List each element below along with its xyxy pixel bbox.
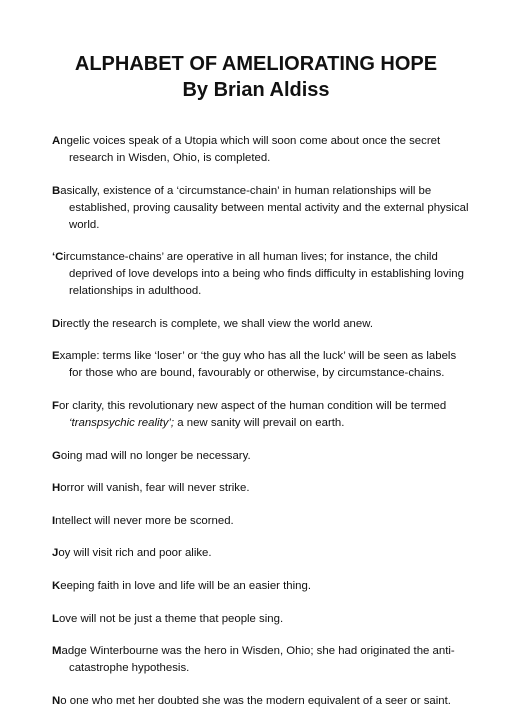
stanza-i (52, 513, 472, 530)
stanza-initial: N (52, 694, 61, 707)
stanza-h (52, 480, 472, 497)
stanza-initial: A (52, 135, 61, 147)
stanza-initial: H (52, 482, 61, 495)
stanza-italic-term: ‘transpsychic reality’; (69, 416, 175, 429)
stanza-initial: M (52, 645, 62, 658)
stanza-text: orror will vanish, fear will never strike. (60, 482, 250, 495)
stanza-text: ntellect will never more be scorned. (55, 514, 234, 527)
stanza-j (52, 545, 472, 562)
stanza-c (52, 249, 472, 300)
stanza-initial: F (52, 399, 59, 412)
stanza-initial: B (52, 184, 61, 197)
stanza-text: oy will visit rich and poor alike. (58, 547, 212, 560)
stanza-text: asically, existence of a ‘circumstance-chain’ in human relationships will be established, proving causality between mental activity and the external physical world. (60, 184, 469, 231)
stanza-initial: K (52, 579, 61, 592)
title-author: By Brian Aldiss (182, 79, 330, 101)
stanza-e (52, 348, 472, 382)
stanza-initial: I (52, 514, 56, 527)
stanza-text: irectly the research is complete, we shall view the world anew. (60, 317, 373, 330)
stanza-text-tail: a new sanity will prevail on earth. (174, 416, 345, 429)
stanza-text: o one who met her doubted she was the modern equivalent of a seer or saint. (60, 694, 451, 707)
stanza-l (52, 611, 472, 628)
stanza-text: ove will not be just a theme that people sing. (58, 612, 284, 625)
title-line-1: ALPHABET OF AMELIORATING HOPE (74, 53, 438, 75)
stanza-g (52, 448, 472, 465)
stanza-text: or clarity, this revolutionary new aspect of the human condition will be termed (58, 399, 447, 412)
stanza-text: xample: terms like ‘loser’ or ‘the guy who has all the luck’ will be seen as labels for those who are bound, favourably or otherwise, by circumstance-chains. (59, 350, 457, 380)
stanza-text: oing mad will no longer be necessary. (60, 449, 251, 462)
stanza-f (52, 398, 472, 432)
stanza-initial: J (52, 547, 59, 560)
stanza-initial: ‘C (52, 251, 64, 264)
stanza-a (52, 133, 472, 167)
stanza-initial: E (52, 350, 60, 363)
stanza-text: ngelic voices speak of a Utopia which will soon come about once the secret research in Wisden, Ohio, is completed. (60, 135, 441, 164)
poem-title (0, 0, 512, 103)
stanza-text: eeping faith in love and life will be an easier thing. (60, 579, 311, 592)
stanza-initial: G (52, 449, 61, 462)
stanza-text: ircumstance-chains’ are operative in all human lives; for instance, the child deprived of love develops into a being who finds difficulty in establishing loving relationships in adulthood. (63, 251, 464, 298)
stanza-m (52, 643, 472, 677)
stanza-initial: D (52, 317, 61, 330)
stanza-k (52, 578, 472, 595)
stanza-n (52, 693, 472, 710)
stanza-text: adge Winterbourne was the hero in Wisden, Ohio; she had originated the anti-catastrophe hypothesis. (61, 645, 455, 675)
stanza-b (52, 183, 472, 234)
stanza-d (52, 316, 472, 333)
poem-body (52, 133, 472, 725)
stanza-initial: L (52, 612, 59, 625)
